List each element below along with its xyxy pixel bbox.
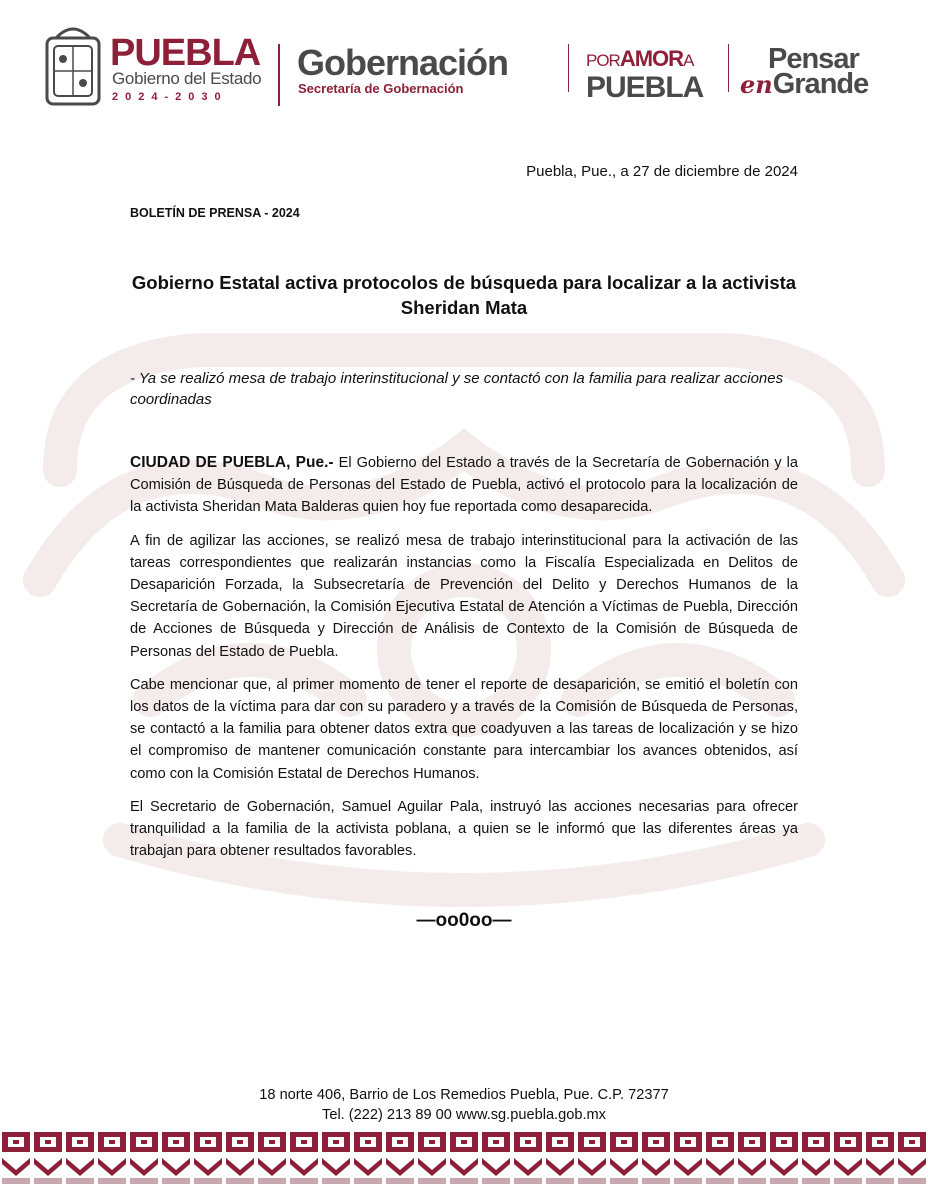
slogan-a: A	[683, 51, 695, 70]
press-release-subtitle: - Ya se realizó mesa de trabajo interinstitucional y se contactó con la familia para realizar acciones coordinadas	[130, 370, 784, 408]
footer-address: 18 norte 406, Barrio de Los Remedios Puebla, Pue. C.P. 72377	[259, 1087, 669, 1103]
date-line: Puebla, Pue., a 27 de diciembre de 2024	[526, 163, 798, 180]
footer-contact: Tel. (222) 213 89 00 www.sg.puebla.gob.mx	[322, 1107, 606, 1123]
puebla-logo-years: 2024-2030	[112, 91, 228, 103]
slogan-amor: AMOR	[619, 46, 684, 71]
decorative-border	[0, 1128, 928, 1186]
en-grande-logo	[740, 70, 868, 103]
por-amor-a-puebla-logo	[586, 48, 703, 103]
pensar-logo-word: Pensar	[768, 43, 859, 75]
slogan-por: POR	[586, 51, 620, 70]
paragraph-1	[130, 452, 798, 519]
en-logo-word: en	[740, 70, 773, 99]
dateline-lead: CIUDAD DE PUEBLA, Pue.-	[130, 454, 334, 471]
paragraph-2: A fin de agilizar las acciones, se realizó mesa de trabajo interinstitucional para la activación de las tareas correspondientes que realizarán instancias como la Fiscalía Especializada en Delitos de Desaparición Forzada, la Subsecretaría de Prevención del Delito y Derechos Humanos de la Secretaría de Gobernación, la Comisión Ejecutiva Estatal de Atención a Víctimas de Puebla, Dirección de Acciones de Búsqueda y Dirección de Análisis de Contexto de la Comisión de Búsqueda de Personas del Estado de Puebla.	[130, 532, 798, 660]
press-release-title: Gobierno Estatal activa protocolos de búsqueda para localizar a la activista Sheridan Mata	[131, 272, 797, 318]
letterhead	[0, 0, 928, 130]
puebla-logo-title: PUEBLA	[110, 32, 261, 74]
grande-logo-word: Grande	[772, 68, 869, 100]
logo-divider	[278, 44, 280, 106]
bulletin-label: BOLETÍN DE PRENSA - 2024	[130, 206, 300, 220]
gobernacion-logo-title: Gobernación	[297, 42, 509, 83]
logo-divider	[728, 44, 729, 92]
state-seal-icon	[44, 24, 102, 108]
logo-divider	[568, 44, 569, 92]
puebla-logo-subtitle: Gobierno del Estado	[112, 69, 262, 88]
paragraph-4: El Secretario de Gobernación, Samuel Aguilar Pala, instruyó las acciones necesarias para ofrecer tranquilidad a la familia de la activista poblana, a quien se le informó que las diferentes áreas ya trabajan para obtener resultados favorables.	[130, 798, 798, 860]
gobernacion-logo-subtitle: Secretaría de Gobernación	[298, 81, 464, 96]
paragraph-3: Cabe mencionar que, al primer momento de tener el reporte de desaparición, se emitió el boletín con los datos de la víctima para dar con su paradero y a través de la Comisión de Búsqueda de Personas, se contactó a la familia para obtener datos extra que coadyuven a las tareas de localización y se hizo el compromiso de mantener comunicación constante para intercambiar los avances obtenidos, así como con la Comisión Estatal de Derechos Humanos.	[130, 676, 798, 782]
paragraph-1-text: El Gobierno del Estado a través de la Secretaría de Gobernación y la Comisión de Búsqueda de Personas del Estado de Puebla, activó el protocolo para la localización de la activista Sheridan Mata Balderas quien hoy fue reportada como desaparecida.	[130, 455, 799, 516]
closing-mark: —oo0oo—	[416, 910, 512, 931]
slogan-puebla: PUEBLA	[586, 71, 704, 104]
press-release-body	[130, 452, 798, 873]
